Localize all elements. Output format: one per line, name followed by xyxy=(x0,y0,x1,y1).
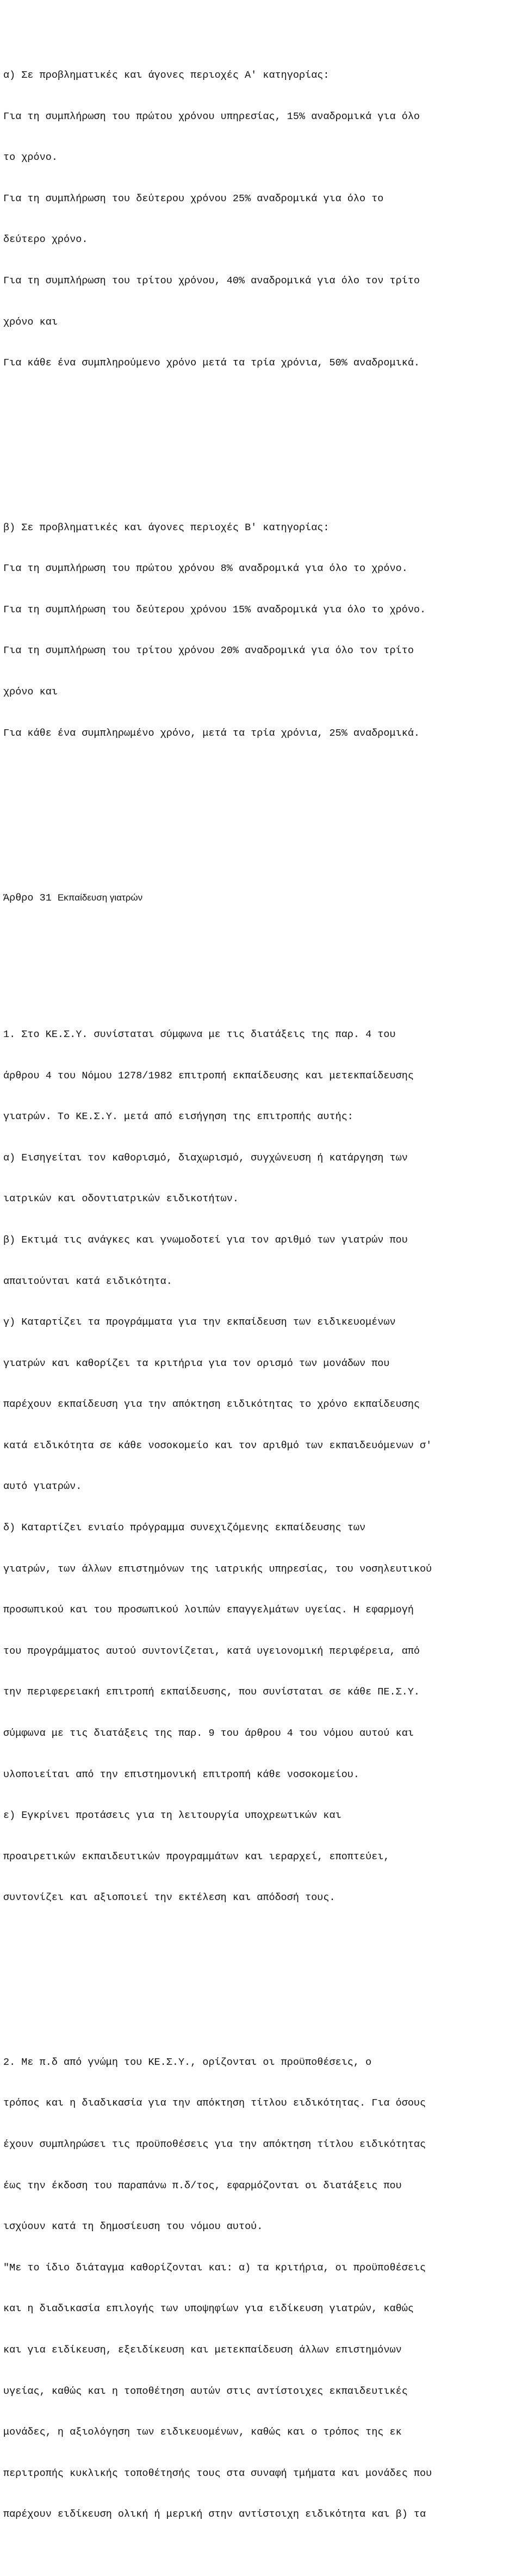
text-line: γ) Καταρτίζει τα προγράμματα για την εκπαίδευση των ειδικευομένων xyxy=(3,1317,396,1329)
text-line: παρέχουν ειδίκευση ολική ή μερική στην αντίστοιχη ειδικότητα και β) τα xyxy=(3,2509,426,2521)
text-line: και η διαδικασία επιλογής των υποψηφίων για ειδίκευση γιατρών, καθώς xyxy=(3,2303,414,2315)
section-b xyxy=(3,493,520,767)
text-line: συντονίζει και αξιοποιεί την εκτέλεση και απόδοσή τους. xyxy=(3,1892,335,1904)
text-line: περιτροπής κυκλικής τοποθέτησής τους στα συναφή τμήματα και μονάδες που xyxy=(3,2467,432,2479)
paragraph-spacer xyxy=(3,1973,520,1987)
text-line: ιατρικών και οδοντιατρικών ειδικοτήτων. xyxy=(3,1193,239,1205)
text-line: προαιρετικών εκπαιδευτικών προγραμμάτων και ιεραρχεί, εποπτεύει, xyxy=(3,1851,390,1863)
text-line: Για κάθε ένα συμπληρωμένο χρόνο, μετά τα τρία χρόνια, 25% αναδρομικά. xyxy=(3,727,420,739)
text-line: Για τη συμπλήρωση του δεύτερου χρόνου 15% αναδρομικά για όλο το χρόνο. xyxy=(3,604,426,616)
text-line: υλοποιείται από την επιστημονική επιτροπή κάθε νοσοκομείου. xyxy=(3,1768,360,1780)
text-line: την περιφερειακή επιτροπή εκπαίδευσης, που συνίσταται σε κάθε ΠΕ.Σ.Υ. xyxy=(3,1686,420,1698)
text-line: άρθρου 4 του Νόμου 1278/1982 επιτροπή εκπαίδευσης και μετεκπαίδευσης xyxy=(3,1070,414,1082)
text-line: Για τη συμπλήρωση του τρίτου χρόνου, 40% αναδρομικά για όλο τον τρίτο xyxy=(3,275,420,287)
paragraph-1 xyxy=(3,1001,520,1932)
text-line: β) Εκτιμά τις ανάγκες και γνωμοδοτεί για τον αριθμό των γιατρών που xyxy=(3,1234,408,1246)
text-line: α) Σε προβληματικές και άγονες περιοχές Α' κατηγορίας: xyxy=(3,70,330,82)
text-line: γιατρών, των άλλων επιστημόνων της ιατρικής υπηρεσίας, του νοσηλευτικού xyxy=(3,1563,432,1575)
text-line: β) Σε προβληματικές και άγονες περιοχές Β' κατηγορίας: xyxy=(3,522,330,533)
section-spacer xyxy=(3,809,520,850)
text-line: και για ειδίκευση, εξειδίκευση και μετεκπαίδευση άλλων επιστημόνων xyxy=(3,2344,402,2356)
text-line: Για τη συμπλήρωση του τρίτου χρόνου 20% αναδρομικά για όλο τον τρίτο xyxy=(3,645,414,657)
document-page xyxy=(3,0,520,2576)
text-line: "Με το ίδιο διάταγμα καθορίζονται και: α) τα κριτήρια, οι προϋποθέσεις xyxy=(3,2262,426,2274)
text-line: τρόπος και η διαδικασία για την απόκτηση τίτλου ειδικότητας. Για όσους xyxy=(3,2097,426,2109)
text-line: απαιτούνται κατά ειδικότητα. xyxy=(3,1275,172,1287)
text-line: Για τη συμπλήρωση του πρώτου χρόνου υπηρεσίας, 15% αναδρομικά για όλο xyxy=(3,110,420,122)
text-line: ε) Εγκρίνει προτάσεις για τη λειτουργία υποχρεωτικών και xyxy=(3,1810,341,1822)
paragraph-2 xyxy=(3,2028,520,2549)
text-line: Για τη συμπλήρωση του πρώτου χρόνου 8% αναδρομικά για όλο το χρόνο. xyxy=(3,563,408,575)
text-line: α) Εισηγείται τον καθορισμό, διαχωρισμό, συγχώνευση ή κατάργηση των xyxy=(3,1152,408,1164)
text-line: παρέχουν εκπαίδευση για την απόκτηση ειδικότητας το χρόνο εκπαίδευσης xyxy=(3,1399,420,1411)
text-line: κατά ειδικότητα σε κάθε νοσοκομείο και τον αριθμό των εκπαιδευόμενων σ' xyxy=(3,1439,432,1451)
paragraph-spacer xyxy=(3,438,520,452)
section-a xyxy=(3,41,520,398)
text-line: έχουν συμπληρώσει τις προϋποθέσεις για την απόκτηση τίτλου ειδικότητας xyxy=(3,2139,426,2151)
text-line: δ) Καταρτίζει ενιαίο πρόγραμμα συνεχιζόμενης εκπαίδευσης των xyxy=(3,1522,366,1534)
text-line: το χρόνο. xyxy=(3,152,58,164)
paragraph-spacer xyxy=(3,946,520,959)
article-label: Άρθρο 31 xyxy=(3,892,52,904)
text-line: γιατρών και καθορίζει τα κριτήρια για τον ορισμό των μονάδων που xyxy=(3,1357,390,1369)
text-line: προσωπικού και του προσωπικού λοιπών επαγγελμάτων υγείας. Η εφαρμογή xyxy=(3,1604,414,1616)
text-line: αυτό γιατρών. xyxy=(3,1481,82,1493)
text-line: γιατρών. Το ΚΕ.Σ.Υ. μετά από εισήγηση της επιτροπής αυτής: xyxy=(3,1111,353,1123)
text-line: Για κάθε ένα συμπληρούμενο χρόνο μετά τα τρία χρόνια, 50% αναδρομικά. xyxy=(3,357,420,369)
article-heading xyxy=(3,891,520,904)
text-line: του προγράμματος αυτού συντονίζεται, κατά υγειονομική περιφέρεια, από xyxy=(3,1645,420,1657)
text-line: χρόνο και xyxy=(3,316,58,328)
text-line: Για τη συμπλήρωση του δεύτερου χρόνου 25% αναδρομικά για όλο το xyxy=(3,193,384,204)
text-line: δεύτερο χρόνο. xyxy=(3,234,88,246)
text-line: 2. Με π.δ από γνώμη του ΚΕ.Σ.Υ., ορίζονται οι προϋποθέσεις, ο xyxy=(3,2056,372,2068)
text-line: μονάδες, η αξιολόγηση των ειδικευομένων, καθώς και ο τρόπος της εκ xyxy=(3,2426,402,2438)
text-line: ισχύουν κατά τη δημοσίευση του νόμου αυτού. xyxy=(3,2221,263,2233)
text-line: υγείας, καθώς και η τοποθέτηση αυτών στις αντίστοιχες εκπαιδευτικές xyxy=(3,2385,408,2397)
text-line: έως την έκδοση του παραπάνω π.δ/τος, εφαρμόζονται οι διατάξεις που xyxy=(3,2180,402,2192)
text-line: σύμφωνα με τις διατάξεις της παρ. 9 του άρθρου 4 του νόμου αυτού και xyxy=(3,1728,414,1740)
text-line: χρόνο και xyxy=(3,686,58,698)
text-line: 1. Στο ΚΕ.Σ.Υ. συνίσταται σύμφωνα με τις διατάξεις της παρ. 4 του xyxy=(3,1028,396,1040)
article-title: Εκπαίδευση γιατρών xyxy=(57,892,143,903)
